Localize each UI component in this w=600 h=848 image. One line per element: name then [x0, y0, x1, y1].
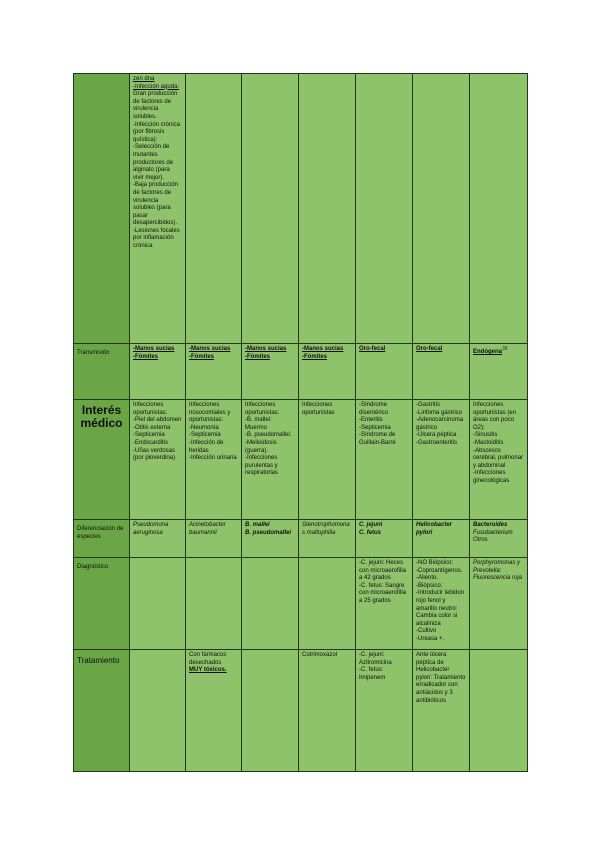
cell-interest-2: Infecciones nosocomiales y oportunistas: -Neumonía -Septicemia -Infección de heridas -Infección urinaria — [186, 400, 242, 520]
cell-species-2: Acinetobacter baumannii — [186, 520, 242, 558]
cell-treatment-5: -C. jejuni: Azitromicina -C. fetus: Imipenem — [356, 650, 413, 772]
microbiology-table — [73, 73, 528, 772]
cell-interest-6: -Gastritis -Linfoma gástrico -Adenocarcinoma gástrico -Úlcera péptica -Gastroenteritis — [413, 400, 470, 520]
cell-empty — [470, 74, 528, 344]
row-label-species: Diferenciación de especies — [74, 520, 130, 558]
cell-interest-1: Infecciones oportunistas: -Piel del abdomen -Otitis externa -Septicemia -Endocarditis -Uñas verdosas (por pioverdina) — [130, 400, 186, 520]
cell-empty — [242, 558, 299, 650]
cell-species-6: Helicobacter pylori — [413, 520, 470, 558]
cell-transmission-3: -Manos sucias -Fómites — [242, 344, 299, 400]
row-label-transmission: Transmisión — [74, 344, 130, 400]
row-label-treatment: Tratamiento — [74, 650, 130, 772]
cell-empty — [299, 74, 356, 344]
text-lesions: -Lesiones focales por inflamación crónica. — [133, 227, 180, 250]
cell-empty — [413, 74, 470, 344]
cell-species-3: B. mallei B. pseudomallei — [242, 520, 299, 558]
cell-species-4: Stenotrophomonas maltophilia — [299, 520, 356, 558]
text-mutants: -Selección de mutantes productores de alginato (para vivir mejor). — [133, 144, 174, 181]
cell-empty — [242, 74, 299, 344]
cell-pseudomona-pathogenesis — [130, 74, 186, 344]
cell-empty — [186, 558, 242, 650]
cell-transmission-5: Oro-fecal — [356, 344, 413, 400]
row-label-empty — [74, 74, 130, 344]
cell-treatment-4: Cotrimoxazol — [299, 650, 356, 772]
text-line: zen dna — [133, 76, 155, 82]
cell-empty — [356, 74, 413, 344]
cell-transmission-4: -Manos sucias -Fómites — [299, 344, 356, 400]
cell-diagnosis-6: -NO Biópsico: -Coproantígenos. -Aliento. -Biópsico: -Introducir lebidon rojo fenol y amarillo neutro: Cambia color si alcaliniza -Cultivo -Ureasa +. — [413, 558, 470, 650]
cell-empty — [242, 650, 299, 772]
cell-empty — [130, 650, 186, 772]
cell-species-5: C. jejuni C. fetus — [356, 520, 413, 558]
text-acute: -Infección aguda: — [133, 83, 180, 90]
row-transmission — [74, 344, 528, 400]
row-label-diagnosis: Diagnóstico — [74, 558, 130, 650]
cell-treatment-2: Con fármacos desechados MUY tóxicos. — [186, 650, 242, 772]
row-medical-interest — [74, 400, 528, 520]
text-low-virulence: -Baja producción de factores de virulencia solubles (para pasar desapercibidos). — [133, 182, 179, 227]
cell-diagnosis-7: Porphyromonas y Prevotella: Fluorescencia roja — [470, 558, 528, 650]
cell-empty — [186, 74, 242, 344]
text-chronic: -Infección crónica (por fibrosis quística): — [133, 121, 181, 143]
row-label-medical-interest: Interés médico — [74, 400, 130, 520]
cell-species-1: Pseudomona aeruginosa — [130, 520, 186, 558]
cell-interest-7: Infecciones oportunistas (en áreas con poco O2): -Sinusitis -Mastoiditis -Abscesos cerebral, pulmonar y abdominal -Infecciones ginecológicas — [470, 400, 528, 520]
cell-interest-5: -Síndrome disentérico -Enteritis -Septicemia -Síndrome de Guillain-Barré — [356, 400, 413, 520]
cell-transmission-1: -Manos sucias -Fómites — [130, 344, 186, 400]
row-diagnosis — [74, 558, 528, 650]
row-species — [74, 520, 528, 558]
cell-interest-3: Infecciones oportunistas: -B. mallei: Muermo -B. pseudomallei: -Melioidosis (guerra). -Infecciones purulentas y respiratorias — [242, 400, 299, 520]
cell-diagnosis-5: -C. jejuni: Heces con microaerofilia a 42 grados -C. fetus: Sangre con microaerofilia a 25 grados — [356, 558, 413, 650]
cell-transmission-7: Endógena$^{38}$ — [470, 344, 528, 400]
row-pathogenesis — [74, 74, 528, 344]
cell-empty — [470, 650, 528, 772]
cell-treatment-6: Ante úlcera péptica de Helicobacter pylori: Tratamiento erradicador con antiácidos y 3 antibióticos — [413, 650, 470, 772]
cell-interest-4: Infecciones oportunistas — [299, 400, 356, 520]
cell-species-7: Bacteroides Fusobacterium Otros — [470, 520, 528, 558]
row-treatment — [74, 650, 528, 772]
cell-transmission-2: -Manos sucias -Fómites — [186, 344, 242, 400]
cell-transmission-6: Oro-fecal — [413, 344, 470, 400]
cell-empty — [299, 558, 356, 650]
text-acute-desc: Gran producción de factores de virulencia solubles. — [133, 91, 178, 120]
cell-empty — [130, 558, 186, 650]
